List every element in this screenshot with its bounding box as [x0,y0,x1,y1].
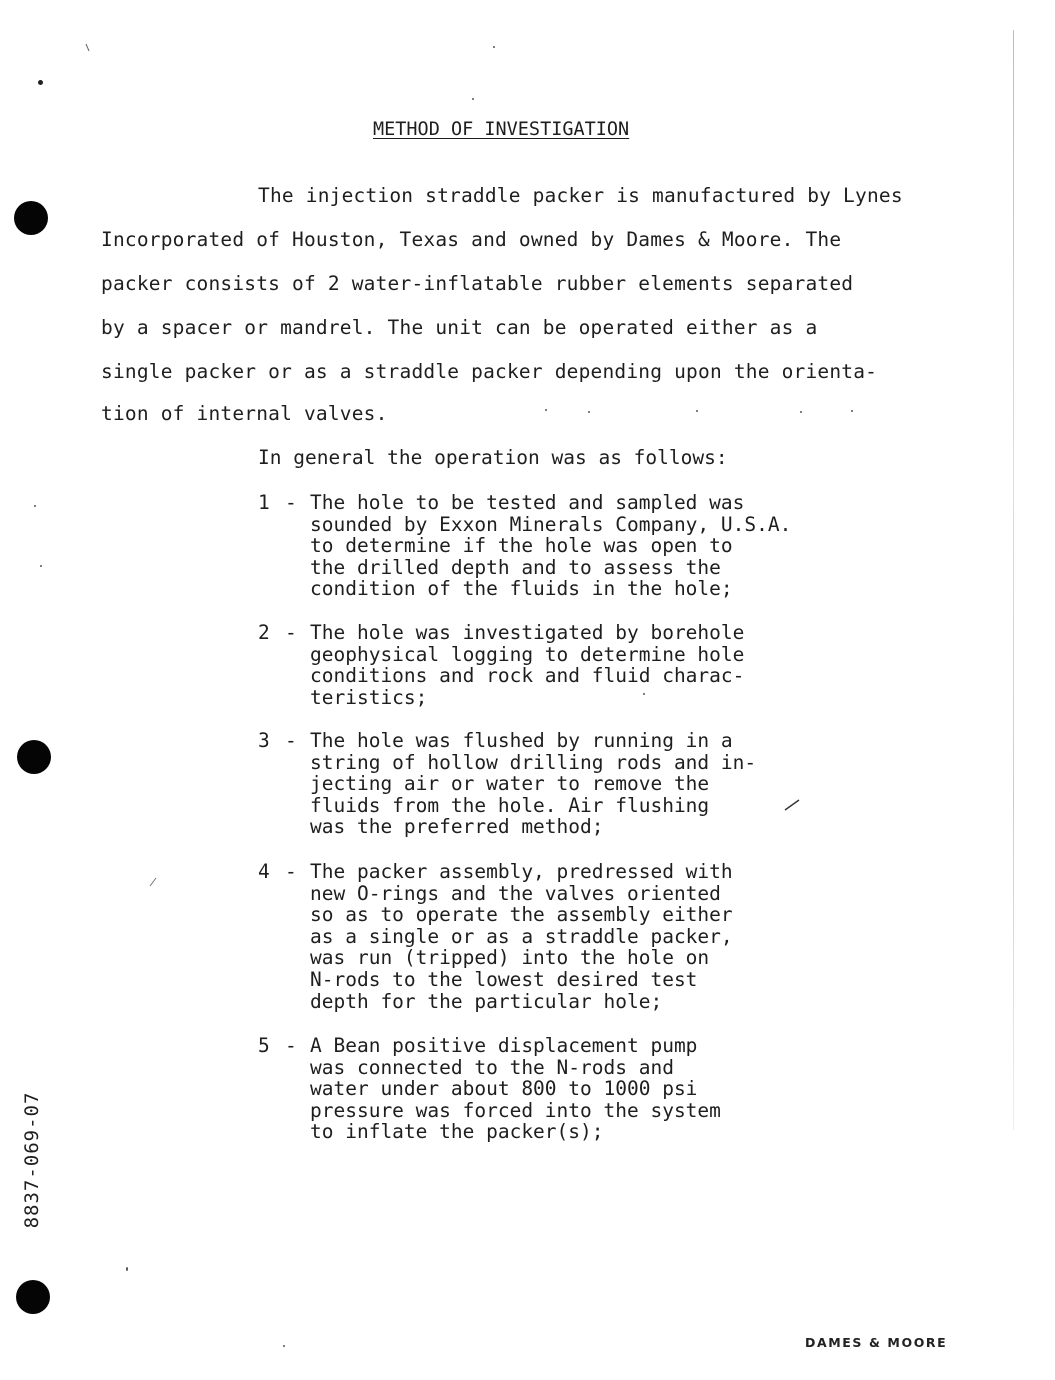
paragraph-line: by a spacer or mandrel. The unit can be operated either as a [101,316,818,339]
paragraph-line: tion of internal valves. [101,402,388,425]
item-line: sounded by Exxon Minerals Company, U.S.A. [310,512,792,536]
scan-speck [493,46,495,48]
scan-speck [696,410,698,412]
paragraph-line: The injection straddle packer is manufactured by Lynes [258,184,903,207]
item-line: as a single or as a straddle packer, [310,924,733,948]
item-line: The packer assembly, predressed with [310,860,733,883]
margin-code-text: 8837-069-07 [21,1091,43,1229]
paragraph-line: Incorporated of Houston, Texas and owned by Dames & Moore. The [101,228,842,251]
paragraph-line: packer consists of 2 water-inflatable rubber elements separated [101,272,854,295]
item-line: The hole was flushed by running in a [310,729,733,752]
item-dash: - [285,729,297,752]
item-line: so as to operate the assembly either [310,903,733,927]
scan-speck [38,80,43,85]
item-number: 4 [258,860,270,883]
paragraph-line: single packer or as a straddle packer depending upon the orienta- [101,360,878,383]
item-text [310,492,791,600]
item-line: was run (tripped) into the hole on [310,946,710,970]
punch-hole-top [14,201,48,235]
item-line: to inflate the packer(s); [310,1120,604,1144]
scan-speck [40,565,42,567]
item-line: pressure was forced into the system [310,1098,721,1122]
item-line: N-rods to the lowest desired test [310,967,698,991]
scan-speck [34,505,36,507]
item-number: 5 [258,1034,270,1057]
item-line: water under about 800 to 1000 psi [310,1077,698,1101]
scan-speck [283,1345,285,1347]
page-title: METHOD OF INVESTIGATION [373,119,630,140]
pen-tick-icon [148,876,158,888]
item-line: The hole was investigated by borehole [310,621,745,644]
margin-document-code [12,1085,52,1235]
scan-speck [851,410,853,412]
item-dash: - [285,1034,297,1057]
item-text [310,730,756,838]
pen-mark-icon [783,798,801,812]
item-line: fluids from the hole. Air flushing [310,793,710,817]
corner-tick-icon [84,42,92,54]
item-dash: - [285,491,297,514]
item-line: geophysical logging to determine hole [310,642,745,666]
item-number: 2 [258,621,270,644]
item-line: to determine if the hole was open to [310,534,733,558]
item-text [310,622,744,708]
item-number: 3 [258,729,270,752]
scan-speck [800,411,802,413]
scan-speck [588,411,590,413]
scan-speck [472,98,474,100]
item-line: the drilled depth and to assess the [310,555,721,579]
item-line: string of hollow drilling rods and in- [310,750,757,774]
scan-speck [126,1267,128,1271]
item-line: was the preferred method; [310,815,604,839]
scan-speck [545,409,547,411]
item-line: jecting air or water to remove the [310,772,710,796]
item-dash: - [285,860,297,883]
item-dash: - [285,621,297,644]
company-logo: DAMES & MOORE [805,1335,948,1350]
punch-hole-bottom [16,1280,50,1314]
item-line: depth for the particular hole; [310,989,663,1013]
item-line: teristics; [310,685,428,709]
item-number: 1 [258,491,270,514]
item-line: condition of the fluids in the hole; [310,577,733,601]
item-line: was connected to the N-rods and [310,1055,674,1079]
item-line: new O-rings and the valves oriented [310,881,721,905]
scan-edge-line [1013,30,1014,1130]
list-intro: In general the operation was as follows: [258,446,728,469]
punch-hole-middle [17,740,51,774]
item-text [310,1035,721,1143]
item-line: A Bean positive displacement pump [310,1034,698,1057]
item-line: The hole to be tested and sampled was [310,491,745,514]
item-line: conditions and rock and fluid charac- [310,664,745,688]
item-text [310,861,733,1012]
